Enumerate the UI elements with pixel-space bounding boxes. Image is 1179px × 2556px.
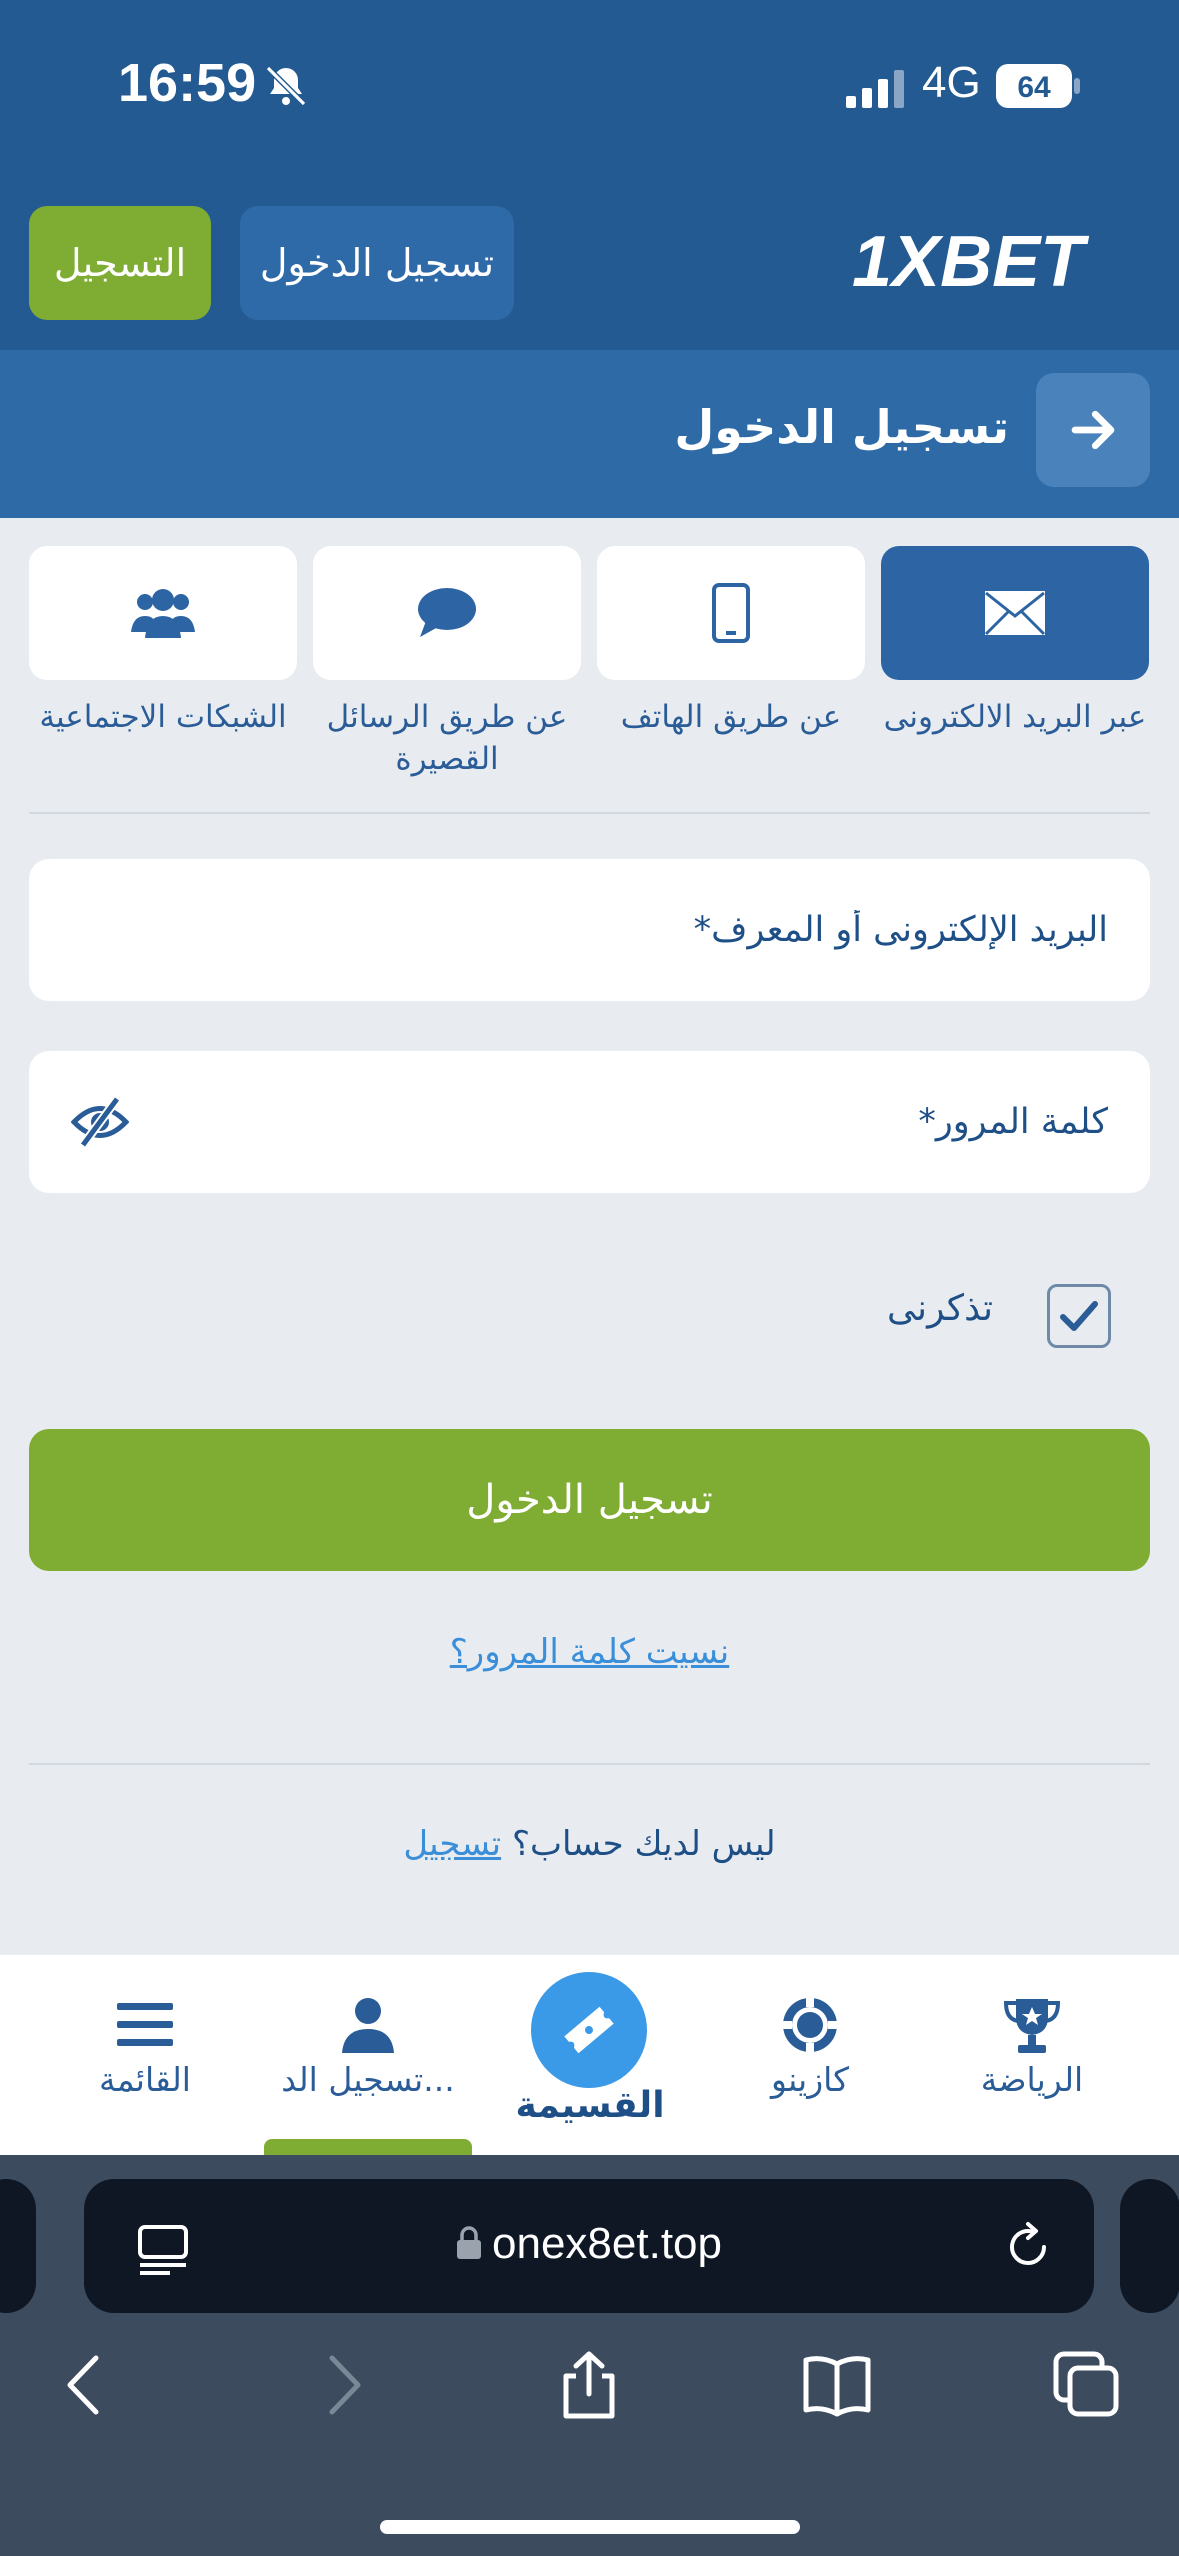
nav-menu-label: القائمة bbox=[99, 2060, 191, 2099]
home-indicator bbox=[380, 2520, 800, 2534]
password-input[interactable] bbox=[29, 1051, 1150, 1193]
tabs-icon[interactable] bbox=[1052, 2350, 1122, 2420]
page-title-bar bbox=[0, 350, 1179, 518]
check-icon bbox=[1059, 1299, 1099, 1333]
active-tab-indicator bbox=[264, 2139, 472, 2155]
page-title: تسجيل الدخول bbox=[674, 400, 1009, 454]
tab-email[interactable] bbox=[881, 546, 1149, 680]
back-button[interactable] bbox=[1036, 373, 1150, 487]
password-field[interactable] bbox=[29, 1051, 1150, 1193]
bottom-navigation bbox=[0, 1955, 1179, 2155]
prev-tab-pill[interactable] bbox=[0, 2179, 36, 2313]
forgot-password-link[interactable]: نسيت كلمة المرور؟ bbox=[449, 1632, 730, 1672]
nav-sports-label: الرياضة bbox=[980, 2060, 1084, 2099]
tab-phone-label: عن طريق الهاتف bbox=[620, 699, 842, 735]
divider bbox=[29, 1763, 1150, 1765]
battery-icon bbox=[996, 64, 1080, 108]
app-header bbox=[0, 0, 1179, 350]
status-time: 16:59 bbox=[118, 53, 257, 113]
nav-login[interactable] bbox=[268, 1955, 468, 2155]
logo-text: 1XBET bbox=[852, 222, 1085, 302]
no-account-row bbox=[0, 1824, 1179, 1864]
chat-icon bbox=[416, 587, 478, 639]
tab-phone[interactable] bbox=[597, 546, 865, 680]
nav-casino-label: كازينو bbox=[771, 2060, 849, 2099]
signal-icon bbox=[846, 70, 906, 108]
share-icon[interactable] bbox=[554, 2350, 624, 2420]
no-account-text: ليس لديك حساب؟ bbox=[511, 1824, 776, 1864]
tab-sms-label: عن طريق الرسائل القصيرة bbox=[326, 699, 568, 777]
tab-sms[interactable] bbox=[313, 546, 581, 680]
nav-sports[interactable] bbox=[932, 1955, 1132, 2155]
lock-icon bbox=[456, 2226, 482, 2260]
mail-icon bbox=[984, 590, 1046, 636]
menu-icon bbox=[115, 1995, 175, 2055]
status-bar bbox=[0, 0, 1179, 180]
header-login-button[interactable]: تسجيل الدخول bbox=[240, 206, 514, 320]
ticket-icon bbox=[560, 2001, 618, 2059]
tab-social[interactable] bbox=[29, 546, 297, 680]
nav-menu[interactable] bbox=[45, 1955, 245, 2155]
login-button[interactable]: تسجيل الدخول bbox=[29, 1429, 1150, 1571]
reload-icon[interactable] bbox=[1002, 2221, 1054, 2273]
forward-arrow-icon[interactable] bbox=[306, 2350, 376, 2420]
address-bar[interactable] bbox=[84, 2179, 1094, 2313]
bell-muted-icon bbox=[262, 62, 310, 110]
bookmarks-icon[interactable] bbox=[802, 2350, 872, 2420]
trophy-icon bbox=[1002, 1995, 1062, 2055]
battery-level: 64 bbox=[1017, 71, 1051, 104]
network-type: 4G bbox=[922, 58, 981, 107]
register-button[interactable]: التسجيل bbox=[29, 206, 211, 320]
nav-casino[interactable] bbox=[710, 1955, 910, 2155]
back-arrow-icon[interactable] bbox=[52, 2350, 122, 2420]
remember-checkbox[interactable] bbox=[1047, 1284, 1111, 1348]
nav-coupon-button[interactable] bbox=[531, 1972, 647, 2088]
email-input[interactable] bbox=[29, 859, 1150, 1001]
users-icon bbox=[131, 588, 195, 638]
nav-login-label: تسجيل الد... bbox=[281, 2060, 455, 2099]
email-field[interactable] bbox=[29, 859, 1150, 1001]
url-text bbox=[84, 2219, 1094, 2269]
brand-logo[interactable] bbox=[852, 222, 1122, 302]
tab-email-label: عبر البريد الالكترونى bbox=[883, 699, 1147, 735]
casino-chip-icon bbox=[780, 1995, 840, 2055]
user-icon bbox=[338, 1995, 398, 2055]
phone-icon bbox=[711, 582, 751, 644]
register-link[interactable]: تسجيل bbox=[403, 1824, 502, 1864]
divider bbox=[29, 812, 1150, 814]
arrow-right-icon bbox=[1066, 403, 1120, 457]
next-tab-pill[interactable] bbox=[1120, 2179, 1179, 2313]
url-value: onex8et.top bbox=[492, 2219, 722, 2268]
nav-coupon-label: القسيمة bbox=[515, 2085, 665, 2126]
remember-label: تذكرنى bbox=[887, 1288, 993, 1329]
tab-social-label: الشبكات الاجتماعية bbox=[39, 699, 287, 735]
eye-off-icon[interactable] bbox=[71, 1095, 129, 1149]
